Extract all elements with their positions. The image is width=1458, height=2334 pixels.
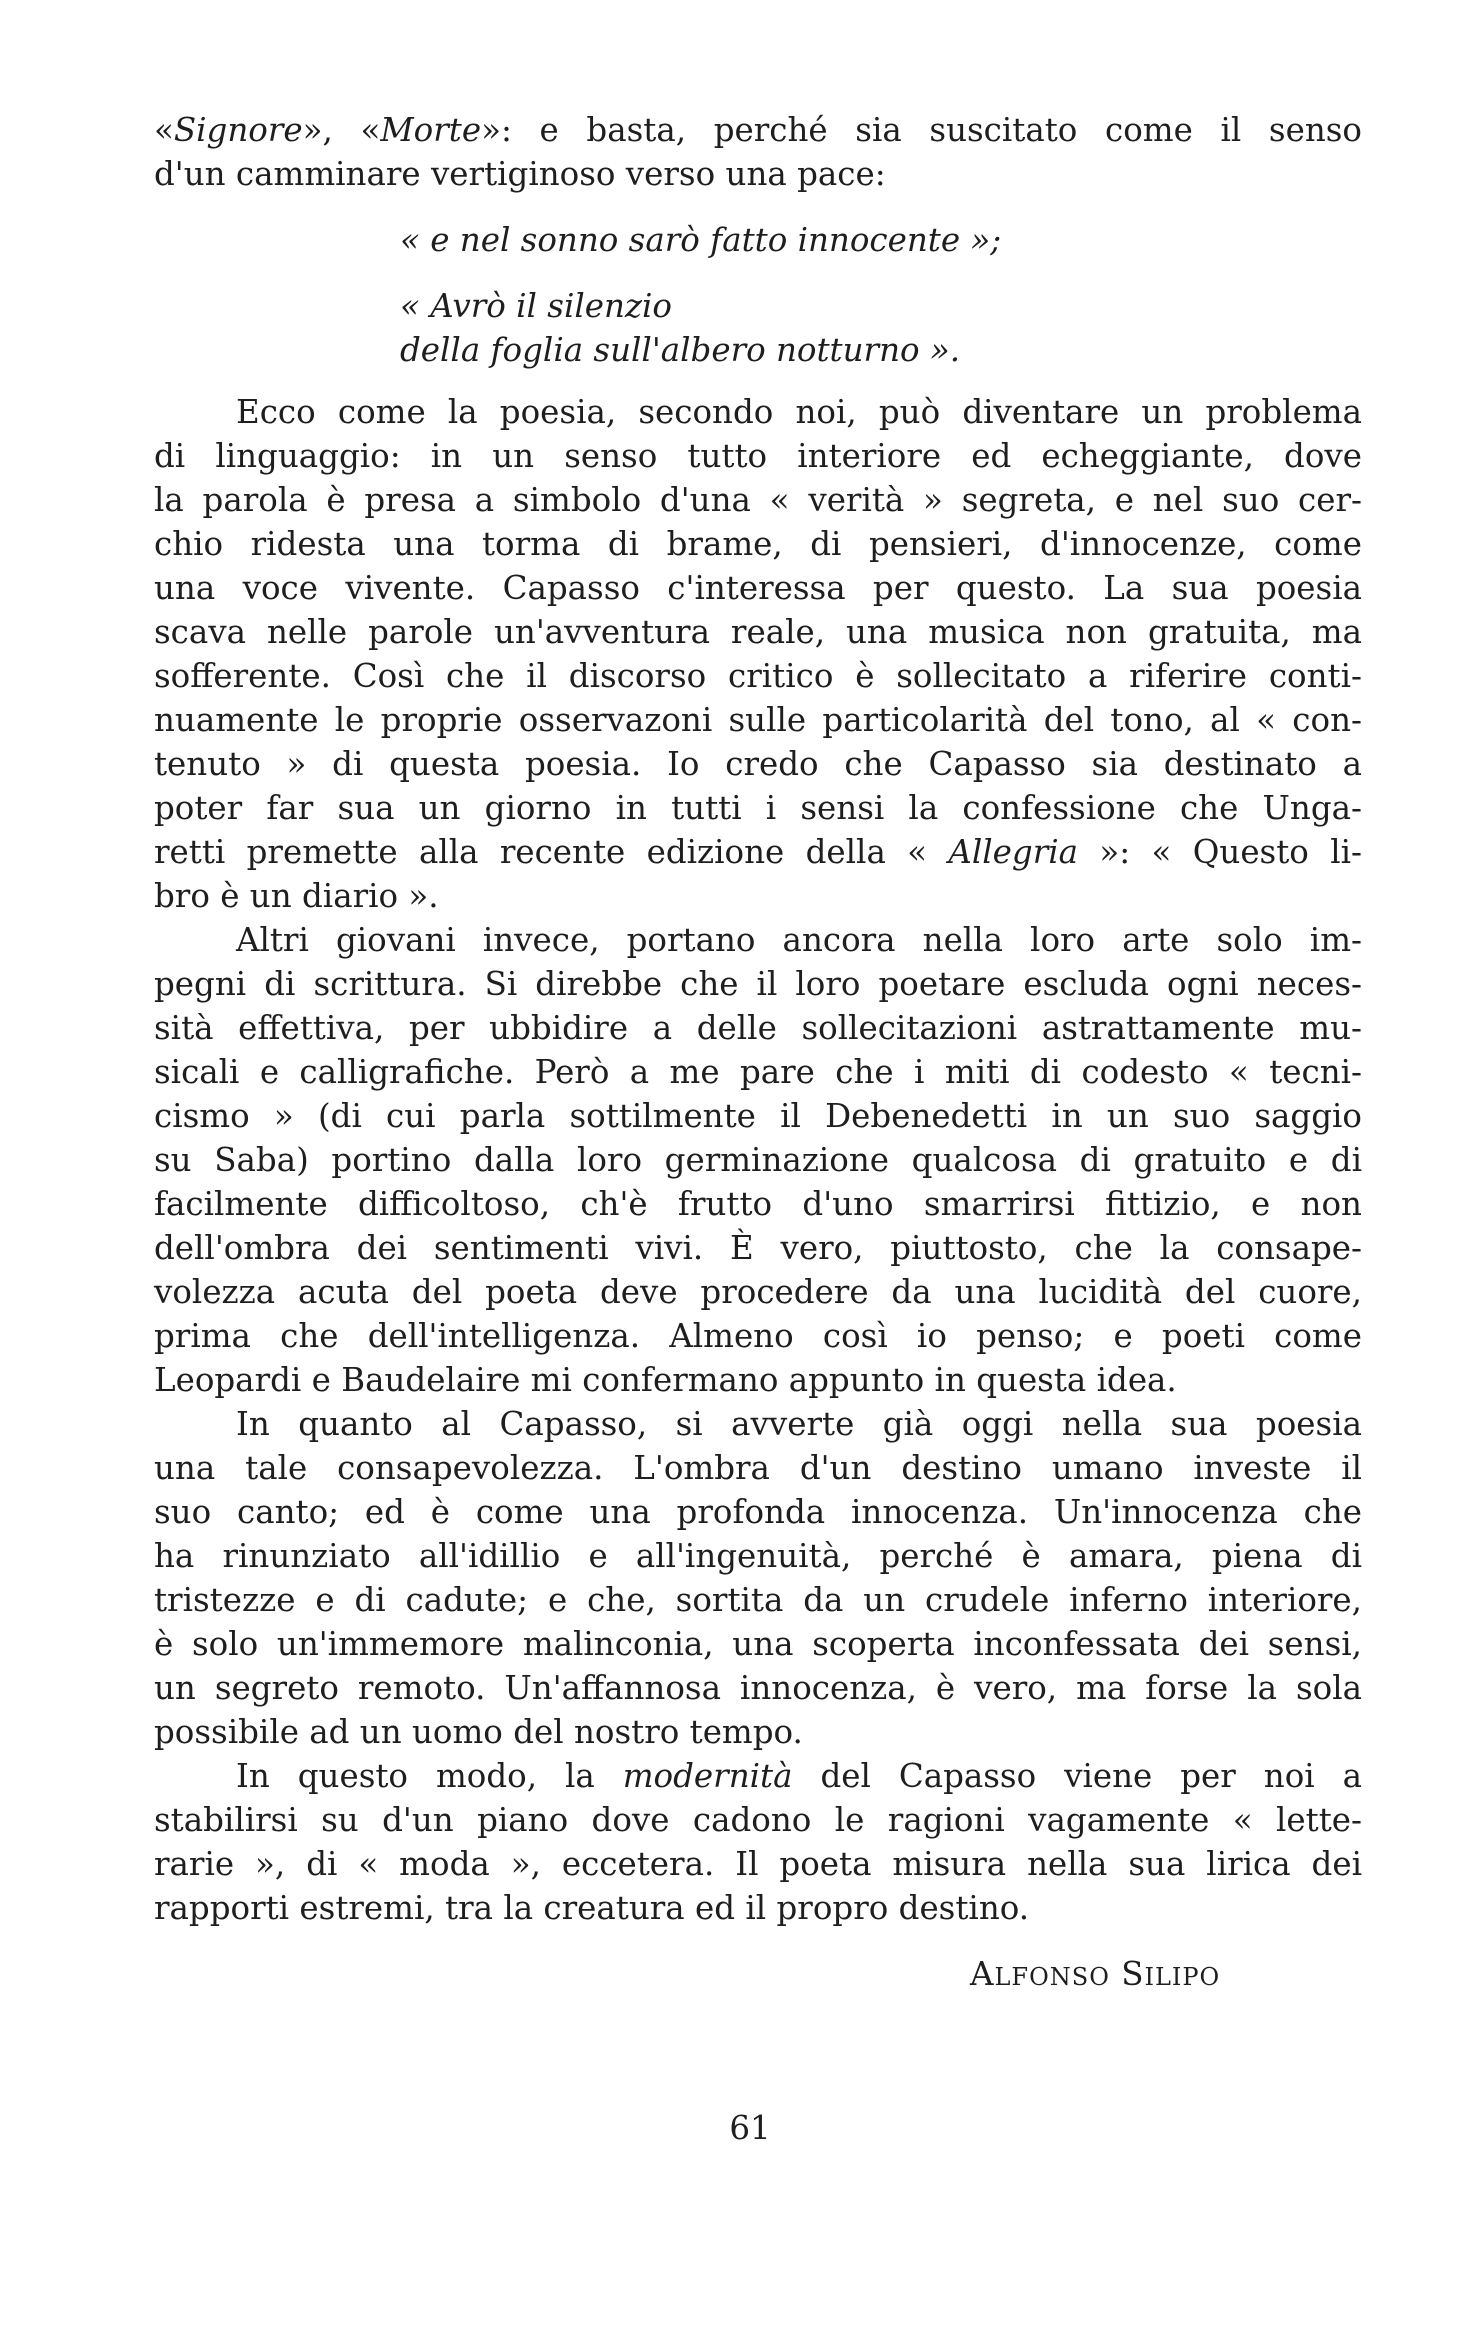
text-line: [154, 830, 1362, 874]
text-line: Ecco come la poesia, secondo noi, può diventare un problema: [236, 393, 1362, 431]
verse-line: « e nel sonno sarò fatto innocente »;: [400, 221, 1002, 259]
text-line: facilmente difficoltoso, ch'è frutto d'uno smarrirsi fittizio, e non: [154, 1185, 1362, 1223]
text-line: dell'ombra dei sentimenti vivi. È vero, piuttosto, che la consape-: [154, 1229, 1362, 1267]
text-line: [154, 108, 1362, 152]
line-text: »: « Questo li-: [1099, 833, 1362, 871]
text-line: pegni di scrittura. Si direbbe che il loro poetare escluda ogni neces-: [154, 965, 1362, 1003]
verse-line: « Avrò il silenzio: [400, 287, 672, 325]
text-line: sofferente. Così che il discorso critico è sollecitato a riferire conti-: [154, 657, 1362, 695]
author-signature: [970, 1952, 1220, 1999]
text-line: stabilirsi su d'un piano dove cadono le ragioni vagamente « lette-: [154, 1801, 1362, 1839]
text-line: prima che dell'intelligenza. Almeno così io penso; e poeti come: [154, 1317, 1362, 1355]
text-line: cismo » (di cui parla sottilmente il Debenedetti in un suo saggio: [154, 1097, 1362, 1135]
text-line: sità effettiva, per ubbidire a delle sollecitazioni astrattamente mu-: [154, 1009, 1362, 1047]
text-line: su Saba) portino dalla loro germinazione qualcosa di gratuito e di: [154, 1141, 1362, 1179]
signature-initial: A: [970, 1955, 995, 1993]
text-line: volezza acuta del poeta deve procedere da una lucidità del cuore,: [154, 1273, 1362, 1311]
text-line: di linguaggio: in un senso tutto interiore ed echeggiante, dove: [154, 437, 1362, 475]
verse-line: della foglia sull'albero notturno ».: [400, 331, 961, 369]
text-line: tristezze e di cadute; e che, sortita da un crudele inferno interiore,: [154, 1581, 1362, 1619]
text-line: una tale consapevolezza. L'ombra d'un destino umano investe il: [154, 1449, 1362, 1487]
quote-mark: », «: [302, 111, 381, 149]
line-text: retti premette alla recente edizione della «: [154, 833, 928, 871]
text-line: un segreto remoto. Un'affannosa innocenza, è vero, ma forse la sola: [154, 1669, 1362, 1707]
text-line: d'un camminare vertiginoso verso una pace:: [154, 155, 886, 193]
italic-title: Allegria: [948, 833, 1078, 871]
text-line: suo canto; ed è come una profonda innocenza. Un'innocenza che: [154, 1493, 1362, 1531]
text-line: chio ridesta una torma di brame, di pensieri, d'innocenze, come: [154, 525, 1362, 563]
text-line: una voce vivente. Capasso c'interessa per questo. La sua poesia: [154, 569, 1362, 607]
quote-mark: «: [154, 111, 174, 149]
text-line: tenuto » di questa poesia. Io credo che Capasso sia destinato a: [154, 745, 1362, 783]
italic-word: modernità: [622, 1757, 793, 1795]
text-line: poter far sua un giorno in tutti i sensi la confessione che Unga-: [154, 789, 1362, 827]
text-line: Leopardi e Baudelaire mi confermano appunto in questa idea.: [154, 1361, 1177, 1399]
signature-text: LFONSO: [994, 1963, 1110, 1991]
text-line: rarie », di « moda », eccetera. Il poeta misura nella sua lirica dei: [154, 1845, 1362, 1883]
text-line: possibile ad un uomo del nostro tempo.: [154, 1713, 803, 1751]
signature-initial: S: [1121, 1955, 1145, 1993]
text-line: [236, 1754, 1362, 1798]
line-text: In questo modo, la: [236, 1757, 595, 1795]
text-line: scava nelle parole un'avventura reale, una musica non gratuita, ma: [154, 613, 1362, 651]
text-line: nuamente le proprie osservazoni sulle particolarità del tono, al « con-: [154, 701, 1362, 739]
text-line: bro è un diario ».: [154, 877, 439, 915]
text-line: rapporti estremi, tra la creatura ed il propro destino.: [154, 1889, 1030, 1927]
signature-text: ILIPO: [1144, 1963, 1221, 1991]
line-text: »: e basta, perché sia suscitato come il senso: [481, 111, 1362, 149]
text-line: la parola è presa a simbolo d'una « verità » segreta, e nel suo cer-: [154, 481, 1362, 519]
italic-word: Signore: [173, 111, 303, 149]
line-text: del Capasso viene per noi a: [820, 1757, 1362, 1795]
text-line: sicali e calligrafiche. Però a me pare che i miti di codesto « tecni-: [154, 1053, 1362, 1091]
text-line: è solo un'immemore malinconia, una scoperta inconfessata dei sensi,: [154, 1625, 1362, 1663]
page-number: 61: [729, 2109, 771, 2147]
text-line: In quanto al Capasso, si avverte già oggi nella sua poesia: [236, 1405, 1362, 1443]
text-line: Altri giovani invece, portano ancora nella loro arte solo im-: [236, 921, 1362, 959]
italic-word: Morte: [380, 111, 482, 149]
text-line: ha rinunziato all'idillio e all'ingenuità, perché è amara, piena di: [154, 1537, 1362, 1575]
